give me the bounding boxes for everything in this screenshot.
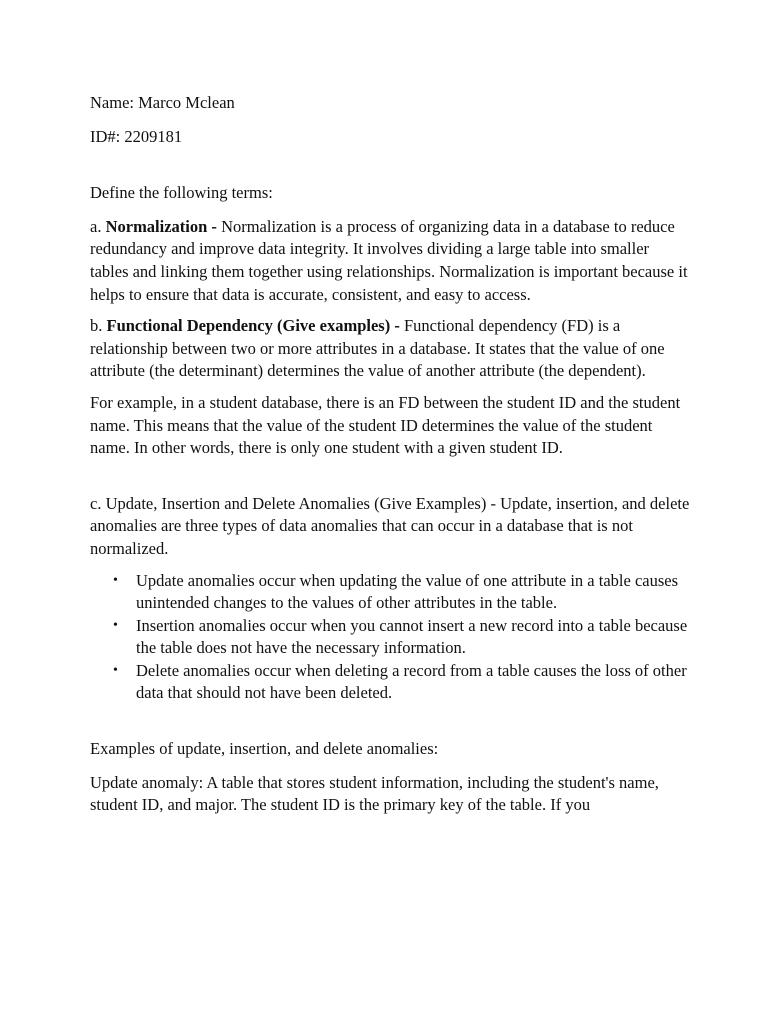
document-page — [90, 92, 690, 817]
list-item-text: Update anomalies occur when updating the value of one attribute in a table causes unintended changes to the values of other attributes in the table. — [136, 570, 679, 613]
term-b-definition: Functional dependency (FD) is a relationship between two or more attributes in a database. It states that the value of one attribute (the determinant) determines the value of another attribute (the dependent). — [90, 316, 665, 381]
update-anomaly-example: Update anomaly: A table that stores student information, including the student's name, student ID, and major. The student ID is the primary key of the table. If you — [90, 772, 659, 815]
bullet-icon: • — [113, 572, 118, 588]
term-b-prefix: b. — [90, 316, 107, 336]
examples-heading: Examples of update, insertion, and delete anomalies: — [90, 739, 439, 759]
term-functional-dependency — [90, 315, 690, 383]
student-id: ID#: 2209181 — [90, 126, 183, 146]
anomaly-list — [90, 570, 690, 706]
list-item — [113, 660, 690, 705]
term-b-title: Functional Dependency (Give examples) - — [106, 316, 404, 336]
term-a-definition: Normalization is a process of organizing data in a database to reduce redundancy and improve data integrity. It involves dividing a large table into smaller tables and linking them together using relationships. Normalization is important because it helps to ensure that data is accurate, consistent, and easy to access. — [90, 216, 688, 304]
term-normalization — [90, 216, 690, 306]
list-item — [113, 570, 690, 615]
student-name: Name: Marco Mclean — [90, 93, 235, 112]
instructions-heading: Define the following terms: — [90, 183, 273, 203]
list-item-text: Insertion anomalies occur when you cannot insert a new record into a table because the table does not have the necessary information. — [136, 615, 688, 658]
term-a-prefix: a. — [90, 216, 106, 236]
term-b-example: For example, in a student database, there is an FD between the student ID and the student name. This means that the value of the student ID determines the value of the student name. In other words, there is only one student with a given student ID. — [90, 392, 681, 458]
bullet-icon: • — [113, 617, 118, 633]
term-a-title: Normalization - — [105, 216, 222, 236]
list-item — [113, 615, 690, 660]
bullet-icon: • — [113, 662, 118, 678]
list-item-text: Delete anomalies occur when deleting a record from a table causes the loss of other data that should not have been deleted. — [136, 660, 687, 703]
term-anomalies: c. Update, Insertion and Delete Anomalies (Give Examples) - Update, insertion, and delete anomalies are three types of data anomalies that can occur in a database that is not normalized. — [90, 493, 690, 558]
